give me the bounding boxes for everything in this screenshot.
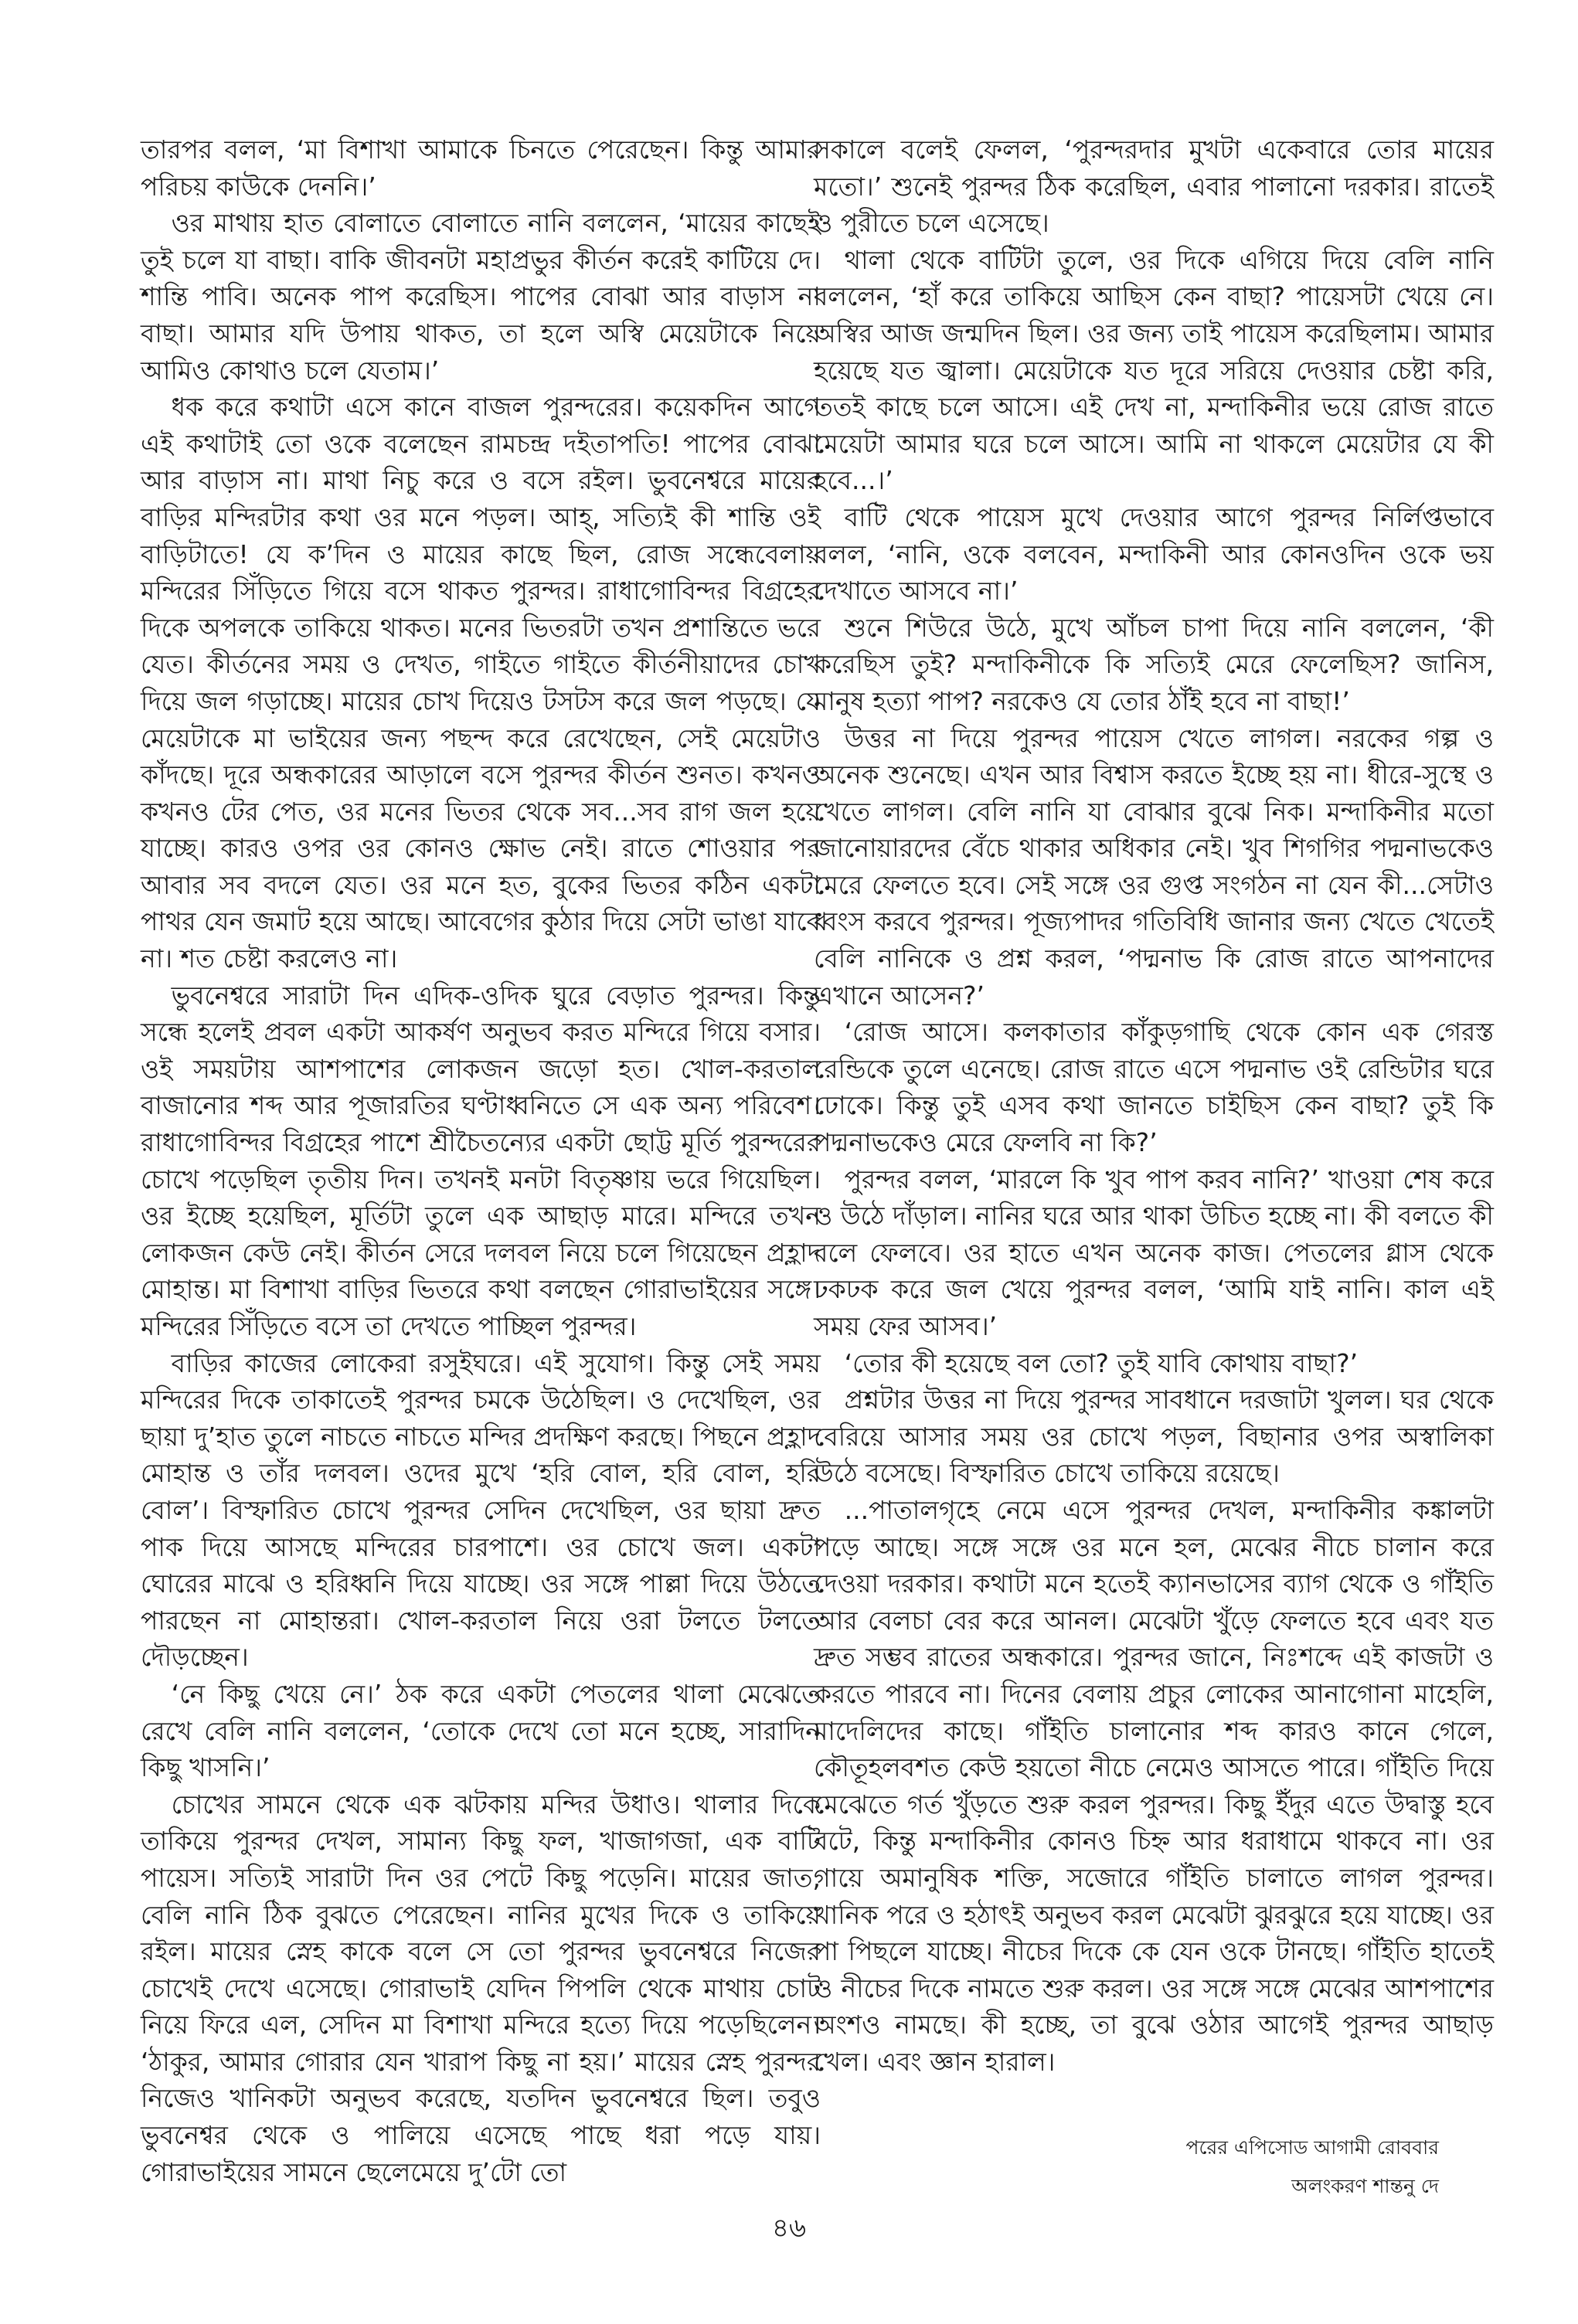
paragraph: সকালে বলেই ফেলল, ‘পুরন্দরদার মুখটা একেবারে তোর মায়ের মতো।’ শুনেই পুরন্দর ঠিক করেছিল, এবার পালানো দরকার। রাতেই ও পুরীতে চলে এসেছে।: [814, 134, 1494, 239]
paragraph: পুরন্দর বলল, ‘মারলে কি খুব পাপ করব নানি?’ খাওয়া শেষ করে ও উঠে দাঁড়াল। নানির ঘরে আর থাকা উচিত হচ্ছে না। কী বলতে কী বলে ফেলবে। ওর হাতে এখন অনেক কাজ। পেতলের গ্লাস থেকে ঢকঢক করে জল খেয়ে পুরন্দর বলল, ‘আমি যাই নানি। কাল এই সময় ফের আসব।’: [814, 1164, 1494, 1341]
paragraph: ধক করে কথাটা এসে কানে বাজল পুরন্দরের। কয়েকদিন আগে এই কথাটাই তো ওকে বলেছেন রামচন্দ্র দইতাপতি! পাপের বোঝা আর বাড়াস না। মাথা নিচু করে ও বসে রইল। ভুবনেশ্বরে মায়ের বাড়ির মন্দিরটার কথা ওর মনে পড়ল। আহ্‌, সত্যিই কী শান্তি ওই বাড়িটাতে! যে ক’দিন ও মায়ের কাছে ছিল, রোজ সন্ধেবেলায় মন্দিরের সিঁড়িতে গিয়ে বসে থাকত পুরন্দর। রাধাগোবিন্দর বিগ্রহের দিকে অপলকে তাকিয়ে থাকত। মনের ভিতরটা তখন প্রশান্তিতে ভরে যেত। কীর্তনের সময় ও দেখত, গাইতে গাইতে কীর্তনীয়াদের চোখ দিয়ে জল গড়াচ্ছে। মায়ের চোখ দিয়েও টসটস করে জল পড়ছে। যে মেয়েটাকে মা ভাইয়ের জন্য পছন্দ করে রেখেছেন, সেই মেয়েটাও কাঁদছে। দূরে অন্ধকারের আড়ালে বসে পুরন্দর কীর্তন শুনত। কখনও কখনও টের পেত, ওর মনের ভিতর থেকে সব...সব রাগ জল হয়ে যাচ্ছে। কারও ওপর ওর কোনও ক্ষোভ নেই। রাতে শোওয়ার পর আবার সব বদলে যেত। ওর মনে হত, বুকের ভিতর কঠিন একটা পাথর যেন জমাট হয়ে আছে। আবেগের কুঠার দিয়ে সেটা ভাঙা যাবে না। শত চেষ্টা করলেও না।: [141, 392, 821, 974]
paragraph: প্রশ্নটার উত্তর না দিয়ে পুরন্দর সাবধানে দরজাটা খুলল। ঘর থেকে বেরিয়ে আসার সময় ওর চোখে পড়ল, বিছানার ওপর অস্বালিকা উঠে বসেছে। বিস্ফারিত চোখে তাকিয়ে রয়েছে।: [814, 1385, 1494, 1489]
paragraph: বাড়ির কাজের লোকেরা রসুইঘরে। এই সুযোগ। কিন্তু সেই সময় মন্দিরের দিকে তাকাতেই পুরন্দর চমকে উঠেছিল। ও দেখেছিল, ওর ছায়া দু’হাত তুলে নাচতে নাচতে মন্দির প্রদক্ষিণ করছে। পিছনে প্রহ্লাদ মোহান্ত ও তাঁর দলবল। ওদের মুখে ‘হরি বোল, হরি বোল, হরি বোল’। বিস্ফারিত চোখে পুরন্দর সেদিন দেখেছিল, ওর ছায়া দ্রুত পাক দিয়ে আসছে মন্দিরের চারপাশে। ওর চোখে জল। একটা ঘোরের মাঝে ও হরিধ্বনি দিয়ে যাচ্ছে। ওর সঙ্গে পাল্লা দিয়ে উঠতে পারছেন না মোহান্তরা। খোল-করতাল নিয়ে ওরা টলতে টলতে দৌড়চ্ছেন।: [141, 1347, 821, 1673]
page-number: ৪৬: [771, 2213, 807, 2244]
paragraph: থালা থেকে বাটিটা তুলে, ওর দিকে এগিয়ে দিয়ে বেলি নানি বললেন, ‘হাঁ করে তাকিয়ে আছিস কেন বাছা? পায়েসটা খেয়ে নে। অস্বির আজ জন্মদিন ছিল। ওর জন্য তাই পায়েস করেছিলাম। আমার হয়েছে যত জ্বালা। মেয়েটাকে যত দূরে সরিয়ে দেওয়ার চেষ্টা করি, ততই কাছে চলে আসে। এই দেখ না, মন্দাকিনীর ভয়ে রোজ রাতে মেয়েটা আমার ঘরে চলে আসে। আমি না থাকলে মেয়েটার যে কী হবে...।’: [814, 244, 1494, 496]
right-column: [814, 131, 1494, 2080]
paragraph: ‘তোর কী হয়েছে বল তো? তুই যাবি কোথায় বাছা?’: [844, 1347, 1359, 1378]
paragraph: ‘রোজ আসে। কলকাতার কাঁকুড়গাছি থেকে কোন এক গেরস্ত রেন্ডিকে তুলে এনেছে। রোজ রাতে এসে পদ্মনাভ ওই রেন্ডিটার ঘরে ঢোকে। কিন্তু তুই এসব কথা জানতে চাইছিস কেন বাছা? তুই কি পদ্মনাভকেও মেরে ফেলবি না কি?’: [814, 1017, 1494, 1158]
paragraph: ভুবনেশ্বরে সারাটা দিন এদিক-ওদিক ঘুরে বেড়াত পুরন্দর। কিন্তু সন্ধে হলেই প্রবল একটা আকর্ষণ অনুভব করত মন্দিরে গিয়ে বসার। ওই সময়টায় আশপাশের লোকজন জড়ো হত। খোল-করতাল বাজানোর শব্দ আর পূজারতির ঘণ্টাধ্বনিতে সে এক অন্য পরিবেশ। রাধাগোবিন্দর বিগ্রহের পাশে শ্রীচৈতন্যের একটা ছোট্ট মূর্তি পুরন্দরের চোখে পড়েছিল তৃতীয় দিন। তখনই মনটা বিতৃষ্ণায় ভরে গিয়েছিল। ওর ইচ্ছে হয়েছিল, মূর্তিটা তুলে এক আছাড় মারে। মন্দিরে তখন লোকজন কেউ নেই। কীর্তন সেরে দলবল নিয়ে চলে গিয়েছেন প্রহ্লাদ মোহান্ত। মা বিশাখা বাড়ির ভিতরে কথা বলছেন গোরাভাইয়ের সঙ্গে। মন্দিরের সিঁড়িতে বসে তা দেখতে পাচ্ছিল পুরন্দর।: [141, 980, 821, 1341]
paragraph: বাটি থেকে পায়েস মুখে দেওয়ার আগে পুরন্দর নির্লিপ্তভাবে বলল, ‘নানি, ওকে বলবেন, মন্দাকিনী আর কোনওদিন ওকে ভয় দেখাতে আসবে না।’: [814, 501, 1494, 606]
illustration-credit: অলংকরণ শান্তনু দে: [1291, 2175, 1439, 2197]
paragraph: ‘নে কিছু খেয়ে নে।’ ঠক করে একটা পেতলের থালা মেঝেতে রেখে বেলি নানি বললেন, ‘তোকে দেখে তো মনে হচ্ছে, সারাদিন কিছু খাসনি।’: [141, 1678, 821, 1783]
paragraph: শুনে শিউরে উঠে, মুখে আঁচল চাপা দিয়ে নানি বললেন, ‘কী করেছিস তুই? মন্দাকিনীকে কি সত্যিই মেরে ফেলেছিস? জানিস, মানুষ হত্যা পাপ? নরকেও যে তোর ঠাঁই হবে না বাছা!’: [814, 612, 1494, 716]
credits: [1185, 2129, 1439, 2206]
left-column: [141, 131, 821, 2190]
paragraph: তারপর বলল, ‘মা বিশাখা আমাকে চিনতে পেরেছেন। কিন্তু আমার পরিচয় কাউকে দেননি।’: [141, 134, 821, 202]
paragraph: চোখের সামনে থেকে এক ঝটকায় মন্দির উধাও। থালার দিকে তাকিয়ে পুরন্দর দেখল, সামান্য কিছু ফল, খাজাগজা, এক বাটি পায়েস। সত্যিই সারাটা দিন ওর পেটে কিছু পড়েনি। মায়ের জাত, বেলি নানি ঠিক বুঝতে পেরেছেন। নানির মুখের দিকে ও তাকিয়ে রইল। মায়ের স্নেহ কাকে বলে সে তো পুরন্দর ভুবনেশ্বরে নিজের চোখেই দেখে এসেছে। গোরাভাই যেদিন পিপলি থেকে মাথায় চোট নিয়ে ফিরে এল, সেদিন মা বিশাখা মন্দিরে হত্যে দিয়ে পড়েছিলেন। ‘ঠাকুর, আমার গোরার যেন খারাপ কিছু না হয়।’ মায়ের স্নেহ পুরন্দর নিজেও খানিকটা অনুভব করেছে, যতদিন ভুবনেশ্বরে ছিল। তবুও ভুবনেশ্বর থেকে ও পালিয়ে এসেছে পাছে ধরা পড়ে যায়। গোরাভাইয়ের সামনে ছেলেমেয়ে দু’টো তো: [141, 1789, 821, 2187]
next-episode-note: পরের এপিসোড আগামী রোববার: [1185, 2136, 1439, 2159]
paragraph: উত্তর না দিয়ে পুরন্দর পায়েস খেতে লাগল। নরকের গল্প ও অনেক শুনেছে। এখন আর বিশ্বাস করতে ইচ্ছে হয় না। ধীরে-সুস্থে ও খেতে লাগল। বেলি নানি যা বোঝার বুঝে নিক। মন্দাকিনীর মতো জানোয়ারদের বেঁচে থাকার অধিকার নেই। খুব শিগগির পদ্মনাভকেও মেরে ফেলতে হবে। সেই সঙ্গে ওর গুপ্ত সংগঠন না যেন কী...সেটাও ধ্বংস করবে পুরন্দর। পূজ্যপাদর গতিবিধি জানার জন্য খেতে খেতেই বেলি নানিকে ও প্রশ্ন করল, ‘পদ্মনাভ কি রোজ রাতে আপনাদের এখানে আসেন?’: [814, 722, 1494, 1011]
paragraph: ওর মাথায় হাত বোলাতে বোলাতে নানি বললেন, ‘মায়ের কাছেই তুই চলে যা বাছা। বাকি জীবনটা মহাপ্রভুর কীর্তন করেই কাটিয়ে দে। শান্তি পাবি। অনেক পাপ করেছিস। পাপের বোঝা আর বাড়াস না বাছা। আমার যদি উপায় থাকত, তা হলে অস্বি মেয়েটাকে নিয়ে আমিও কোথাও চলে যেতাম।’: [141, 208, 821, 386]
paragraph: ...পাতালগৃহে নেমে এসে পুরন্দর দেখল, মন্দাকিনীর কঙ্কালটা পড়ে আছে। সঙ্গে সঙ্গে ওর মনে হল, মেঝের নীচে চালান করে দেওয়া দরকার। কথাটা মনে হতেই ক্যানভাসের ব্যাগ থেকে ও গাঁইতি আর বেলচা বের করে আনল। মেঝেটা খুঁড়ে ফেলতে হবে এবং যত দ্রুত সম্ভব রাতের অন্ধকারে। পুরন্দর জানে, নিঃশব্দে এই কাজটা ও করতে পারবে না। দিনের বেলায় প্রচুর লোকের আনাগোনা মাহেলি, মাদেলিদের কাছে। গাঁইতি চালানোর শব্দ কারও কানে গেলে, কৌতূহলবশত কেউ হয়তো নীচে নেমেও আসতে পারে। গাঁইতি দিয়ে মেঝেতে গর্ত খুঁড়তে শুরু করল পুরন্দর। কিছু ইঁদুর এতে উদ্বাস্তু হবে বটে, কিন্তু মন্দাকিনীর কোনও চিহ্ন আর ধরাধামে থাকবে না। ওর গায়ে অমানুষিক শক্তি, সজোরে গাঁইতি চালাতে লাগল পুরন্দর। খানিক পরে ও হঠাৎই অনুভব করল মেঝেটা ঝুরঝুরে হয়ে যাচ্ছে। ওর পা পিছলে যাচ্ছে। নীচের দিকে কে যেন ওকে টানছে। গাঁইতি হাতেই ও নীচের দিকে নামতে শুরু করল। ওর সঙ্গে সঙ্গে মেঝের আশপাশের অংশও নামছে। কী হচ্ছে, তা বুঝে ওঠার আগেই পুরন্দর আছাড় খেল। এবং জ্ঞান হারাল।: [814, 1494, 1494, 2077]
